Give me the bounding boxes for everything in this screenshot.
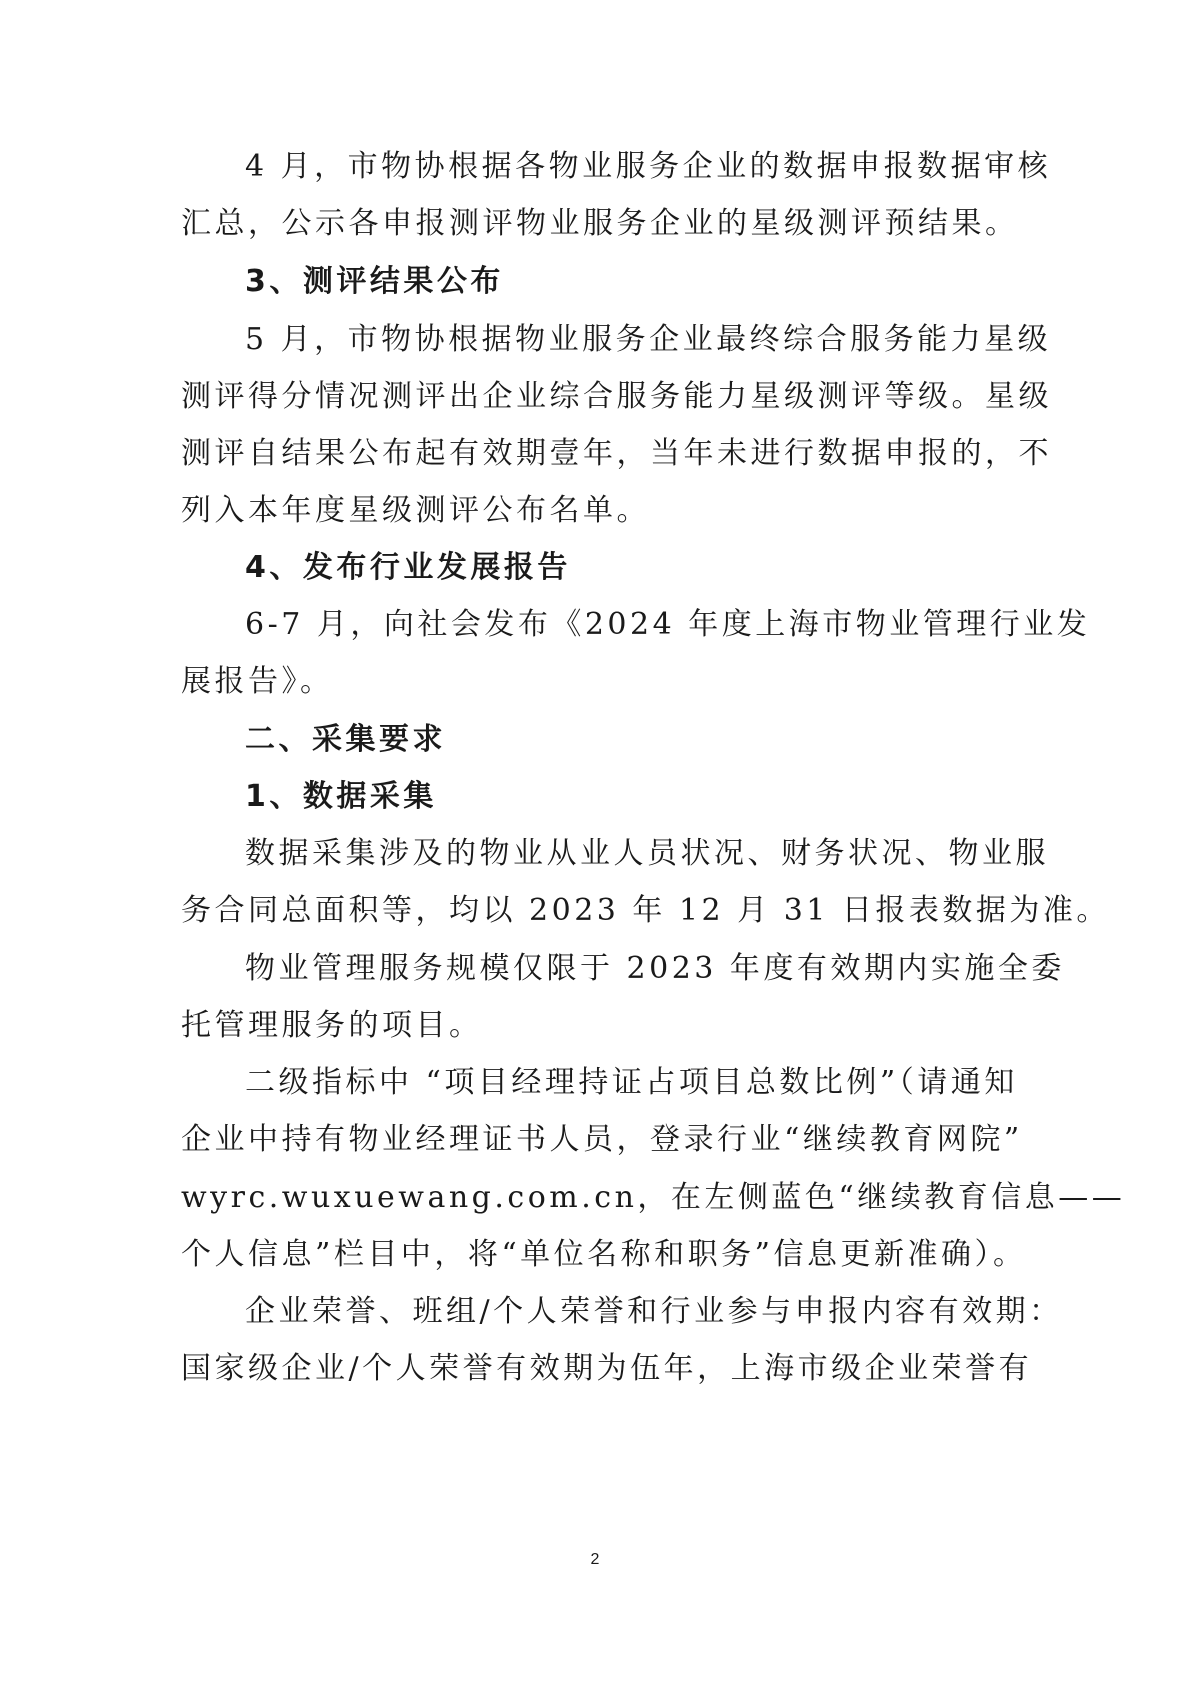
paragraph-line: 托管理服务的项目。 <box>181 1008 483 1043</box>
section-heading: 4、发布行业发展报告 <box>245 550 571 585</box>
paragraph-line: 6-7 月，向社会发布《2024 年度上海市物业管理行业发 <box>245 607 1091 642</box>
paragraph-line: 二级指标中 “项目经理持证占项目总数比例”（请通知 <box>245 1065 1018 1100</box>
paragraph-line: 4 月，市物协根据各物业服务企业的数据申报数据审核 <box>245 149 1052 184</box>
paragraph-line: 汇总，公示各申报测评物业服务企业的星级测评预结果。 <box>181 206 1019 241</box>
section-heading: 1、数据采集 <box>245 779 437 814</box>
page-number: 2 <box>590 1551 600 1568</box>
paragraph-line: 国家级企业/个人荣誉有效期为伍年，上海市级企业荣誉有 <box>181 1351 1033 1386</box>
paragraph-line: 企业荣誉、班组/个人荣誉和行业参与申报内容有效期： <box>245 1294 1063 1329</box>
paragraph-line: 务合同总面积等，均以 2023 年 12 月 31 日报表数据为准。 <box>181 893 1110 928</box>
section-heading: 二、采集要求 <box>245 722 446 757</box>
paragraph-line: 个人信息”栏目中，将“单位名称和职务”信息更新准确）。 <box>181 1237 1027 1272</box>
paragraph-line: 企业中持有物业经理证书人员，登录行业“继续教育网院” <box>181 1122 1023 1157</box>
paragraph-line: wyrc.wuxuewang.com.cn，在左侧蓝色“继续教育信息—— <box>181 1180 1126 1215</box>
section-heading: 3、测评结果公布 <box>245 264 504 299</box>
paragraph-line: 物业管理服务规模仅限于 2023 年度有效期内实施全委 <box>245 951 1065 986</box>
paragraph-line: 5 月，市物协根据物业服务企业最终综合服务能力星级 <box>245 322 1052 357</box>
paragraph-line: 测评自结果公布起有效期壹年，当年未进行数据申报的，不 <box>181 436 1052 471</box>
paragraph-line: 列入本年度星级测评公布名单。 <box>181 493 650 528</box>
paragraph-line: 测评得分情况测评出企业综合服务能力星级测评等级。星级 <box>181 379 1052 414</box>
paragraph-line: 数据采集涉及的物业从业人员状况、财务状况、物业服 <box>245 836 1049 871</box>
paragraph-line: 展报告》。 <box>181 664 334 699</box>
